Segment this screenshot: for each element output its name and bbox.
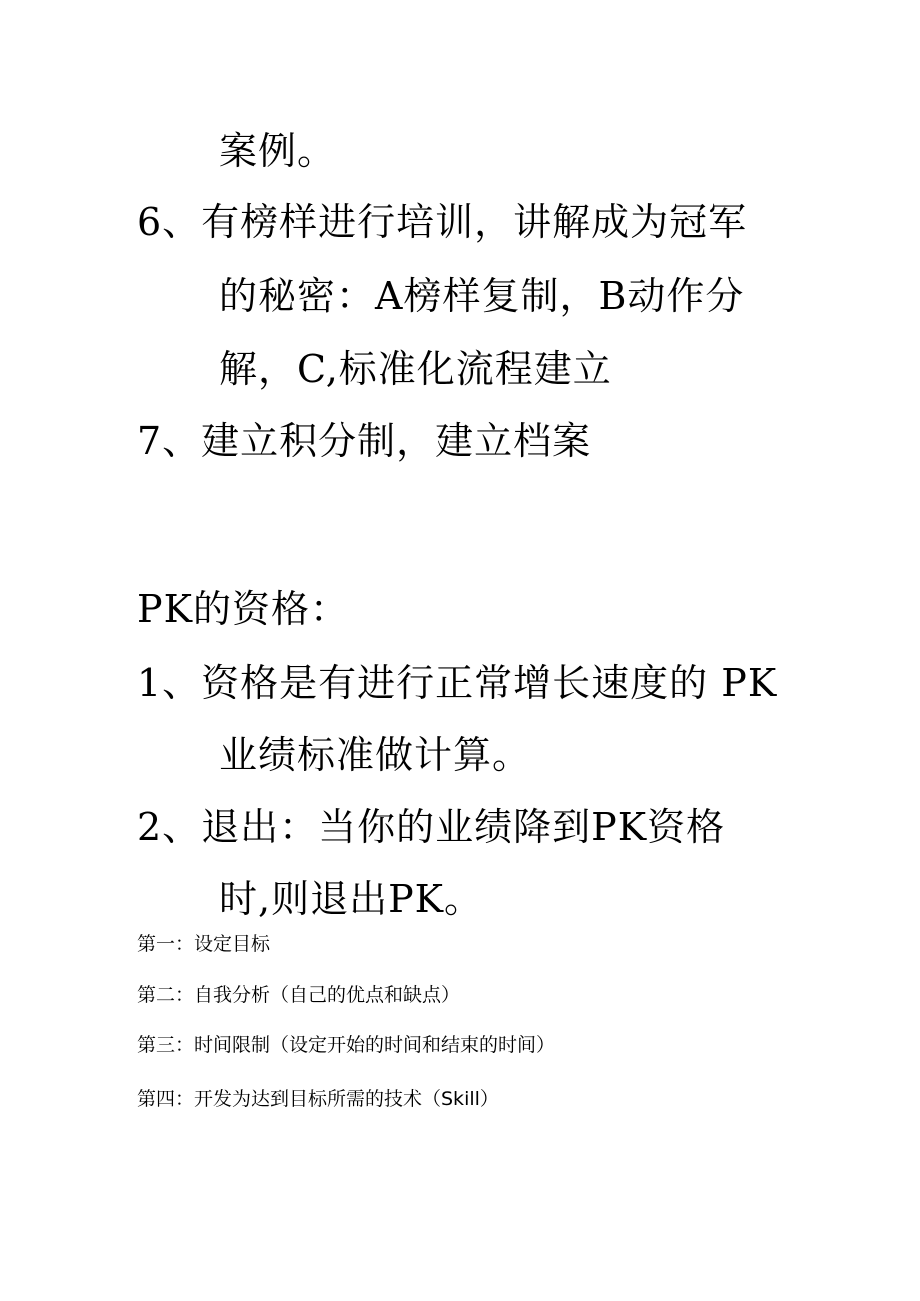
- list-item-1: 1、资格是有进行正常增长速度的 PK: [137, 661, 778, 705]
- text-line: 时,则退出PK。: [219, 877, 484, 921]
- step-item: 第二：自我分析（自己的优点和缺点）: [137, 984, 461, 1006]
- section-heading: PK的资格：: [137, 587, 349, 631]
- list-item-2: 2、退出：当你的业绩降到PK资格: [137, 805, 726, 849]
- text-line: 业绩标准做计算。: [219, 733, 532, 777]
- text-line: 的秘密：A榜样复制，B动作分: [219, 274, 745, 318]
- step-item: 第四：开发为达到目标所需的技术（Skill）: [137, 1088, 499, 1110]
- list-item-7: 7、建立积分制，建立档案: [137, 419, 592, 463]
- list-item-6: 6、有榜样进行培训，讲解成为冠军: [137, 200, 748, 244]
- text-line: 案例。: [219, 129, 337, 173]
- step-item: 第一：设定目标: [137, 933, 271, 955]
- text-line: 解，C,标准化流程建立: [219, 347, 612, 391]
- step-item: 第三：时间限制（设定开始的时间和结束的时间）: [137, 1034, 556, 1056]
